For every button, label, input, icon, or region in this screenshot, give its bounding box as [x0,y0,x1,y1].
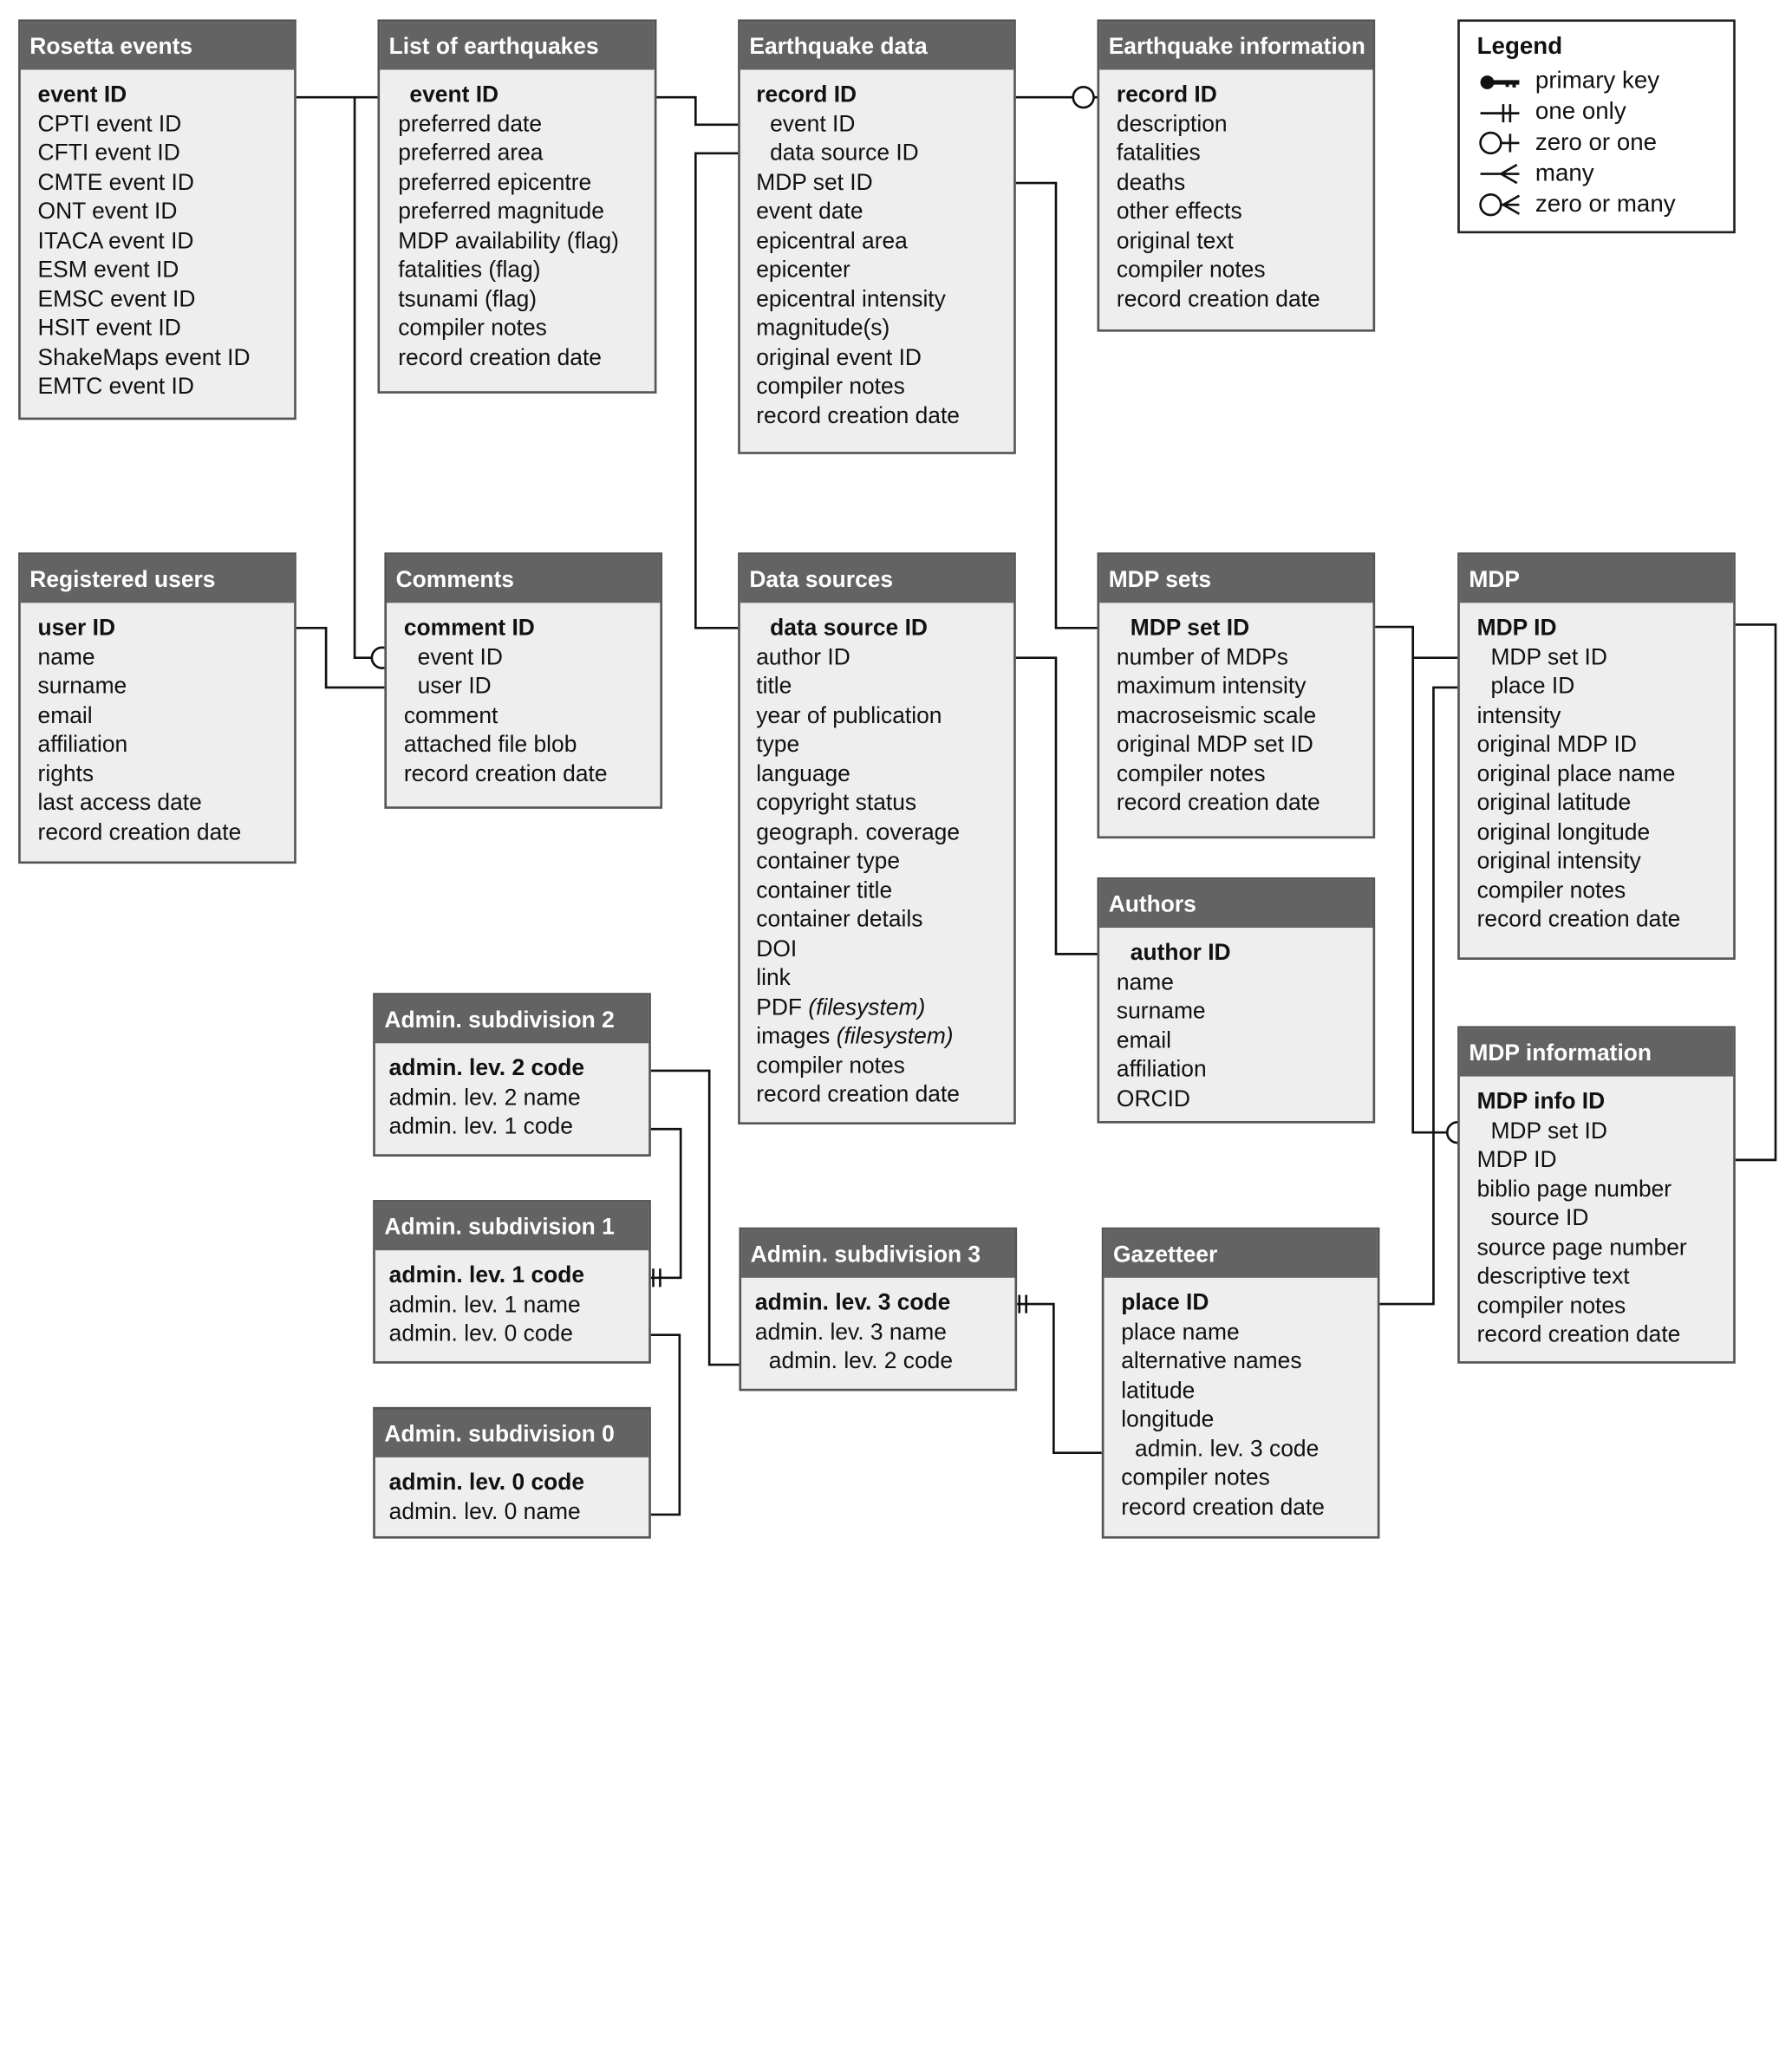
field: preferred date [398,111,543,137]
field: description [1116,111,1228,137]
field: container title [756,877,893,903]
field-pk: event ID [37,81,127,108]
field: ITACA event ID [37,228,194,254]
field: compiler notes [1476,1293,1626,1319]
entity-admin-subdivision-1 [373,1200,651,1364]
field: MDP availability (flag) [398,228,619,254]
field: descriptive text [1476,1263,1630,1289]
entity-title: MDP information [1460,1028,1733,1076]
field: container type [756,848,901,875]
field: affiliation [37,732,128,758]
zero-or-many-icon [1481,194,1520,215]
entity-title: Admin. subdivision 3 [741,1229,1014,1277]
field: preferred magnitude [398,199,604,225]
entity-authors [1097,877,1375,1124]
field: record creation date [37,819,242,845]
field: latitude [1121,1378,1196,1404]
field-pk: place ID [1121,1290,1209,1316]
entity-list-of-earthquakes [377,19,656,393]
field-pdf [756,994,1013,1023]
field: CMTE event ID [37,169,194,195]
field: record creation date [1121,1494,1325,1520]
field-pk: admin. lev. 3 code [754,1290,951,1316]
field: original latitude [1476,790,1632,816]
entity-earthquake-information [1097,19,1375,331]
field-label: PDF [756,994,803,1020]
field: link [756,965,791,991]
field: deaths [1116,169,1186,195]
field: original place name [1476,761,1676,787]
entity-registered-users [18,552,296,864]
field-pk: record ID [756,81,857,108]
field: alternative names [1121,1348,1302,1374]
field-pk: admin. lev. 1 code [388,1262,585,1288]
field-pk: MDP ID [1476,615,1557,641]
field: number of MDPs [1116,644,1288,670]
field: EMSC event ID [37,286,196,312]
field: rights [37,761,94,787]
field-pk: comment ID [403,615,535,641]
field: email [1116,1027,1172,1053]
field-pk: MDP set ID [1130,615,1250,641]
field: record creation date [403,761,608,787]
entity-earthquake-data [738,19,1016,453]
field-note: (filesystem) [836,1023,954,1049]
field: copyright status [756,790,917,816]
field-pk: record ID [1116,81,1217,108]
field: MDP ID [1476,1147,1557,1173]
many-icon [1481,165,1520,183]
entity-admin-subdivision-3 [739,1228,1017,1392]
field: ESM event ID [37,257,179,283]
field: type [756,732,800,758]
zero-or-one-icon [1481,133,1520,153]
field: admin. lev. 3 name [754,1319,947,1345]
field: title [756,674,792,700]
entity-title: Rosetta events [21,22,294,69]
field: maximum intensity [1116,674,1307,700]
field-pk: admin. lev. 2 code [388,1055,585,1081]
legend-label-many: many [1535,160,1594,187]
entity-rosetta-events [18,19,296,420]
field: admin. lev. 3 code [1135,1436,1320,1462]
field: record creation date [398,344,602,370]
entity-data-sources [738,552,1016,1125]
field: MDP set ID [1490,1118,1607,1144]
key-icon [1481,75,1520,89]
field: original longitude [1476,819,1651,845]
legend [1457,19,1736,233]
field: epicenter [756,257,850,283]
field: name [37,644,95,670]
field: source page number [1476,1235,1687,1261]
entity-title: Authors [1099,880,1372,928]
field: compiler notes [1116,257,1266,283]
entity-title: Admin. subdivision 0 [375,1410,648,1457]
field: geograph. coverage [756,819,961,845]
field: EMTC event ID [37,374,194,400]
field: longitude [1121,1406,1215,1432]
field: ShakeMaps event ID [37,344,251,370]
entity-title: Admin. subdivision 1 [375,1203,648,1250]
field: source ID [1490,1205,1589,1231]
field: attached file blob [403,732,577,758]
field: ORCID [1116,1085,1190,1111]
field: place name [1121,1319,1240,1345]
field: magnitude(s) [756,316,890,342]
field: CFTI event ID [37,140,180,166]
field: ONT event ID [37,199,178,225]
field: user ID [417,674,492,700]
field: compiler notes [1116,761,1266,787]
legend-label-primary-key: primary key [1535,67,1660,95]
entity-comments [384,552,662,809]
field-note: (filesystem) [808,994,926,1020]
entity-mdp-information [1457,1027,1736,1364]
entity-mdp [1457,552,1736,960]
field: surname [37,674,127,700]
entity-title: MDP [1460,555,1733,603]
field: name [1116,969,1174,995]
entity-gazetteer [1102,1228,1380,1539]
field: comment [403,702,499,728]
field: DOI [756,935,798,962]
field: epicentral intensity [756,286,946,312]
field-pk: user ID [37,615,116,641]
field: data source ID [770,140,919,166]
field: admin. lev. 2 name [388,1085,581,1111]
field: email [37,702,93,728]
field: macroseismic scale [1116,702,1317,728]
entity-admin-subdivision-2 [373,993,651,1157]
field: admin. lev. 1 name [388,1292,581,1318]
field: record creation date [1476,1322,1681,1348]
entity-title: Earthquake information [1099,22,1372,69]
field: intensity [1476,702,1561,728]
entity-admin-subdivision-0 [373,1407,651,1539]
field: compiler notes [398,316,547,342]
field: container details [756,907,923,933]
field-pk: author ID [1130,940,1231,966]
field: admin. lev. 0 code [388,1320,573,1346]
field: tsunami (flag) [398,286,538,312]
field-label: images [756,1023,831,1049]
field: original MDP ID [1476,732,1637,758]
field: compiler notes [756,1053,905,1079]
field: record creation date [756,1082,960,1108]
field: CPTI event ID [37,111,182,137]
entity-title: Admin. subdivision 2 [375,995,648,1043]
entity-title: Data sources [740,555,1013,603]
entity-title: Earthquake data [740,22,1013,69]
field: preferred epicentre [398,169,592,195]
field: record creation date [1116,286,1320,312]
field: original event ID [756,344,922,370]
field: record creation date [1476,907,1681,933]
field: epicentral area [756,228,908,254]
field: last access date [37,790,202,816]
field: compiler notes [1121,1465,1270,1491]
field: language [756,761,850,787]
field: affiliation [1116,1057,1207,1083]
field: record creation date [756,403,960,429]
field-pk: data source ID [770,615,928,641]
field: admin. lev. 0 name [388,1499,581,1525]
entity-title: MDP sets [1099,555,1372,603]
legend-label-zero-or-many: zero or many [1535,191,1676,218]
field: event date [756,199,863,225]
field: admin. lev. 1 code [388,1114,573,1140]
field: preferred area [398,140,544,166]
field: compiler notes [756,374,905,400]
entity-title: Registered users [21,555,294,603]
field: other effects [1116,199,1242,225]
field: place ID [1490,674,1575,700]
field: surname [1116,998,1206,1024]
field-pk: MDP info ID [1476,1089,1606,1115]
field: MDP set ID [756,169,873,195]
field: fatalities [1116,140,1201,166]
field-images [756,1023,1013,1053]
entity-title: Gazetteer [1104,1229,1377,1277]
legend-label-one-only: one only [1535,98,1626,125]
field: compiler notes [1476,877,1626,903]
field: HSIT event ID [37,316,181,342]
entity-title: Comments [387,555,660,603]
field: original intensity [1476,848,1641,875]
legend-label-zero-or-one: zero or one [1535,129,1658,156]
field: fatalities (flag) [398,257,541,283]
field: MDP set ID [1490,644,1607,670]
field-pk: admin. lev. 0 code [388,1470,585,1496]
field: event ID [770,111,856,137]
field: original text [1116,228,1234,254]
field: author ID [756,644,850,670]
field-pk: event ID [409,81,499,108]
entity-mdp-sets [1097,552,1375,838]
field: record creation date [1116,790,1320,816]
field: original MDP set ID [1116,732,1313,758]
field: year of publication [756,702,942,728]
field: event ID [417,644,503,670]
one-only-icon [1481,104,1520,122]
legend-title: Legend [1476,33,1563,60]
entity-title: List of earthquakes [380,22,655,69]
field: admin. lev. 2 code [768,1348,954,1374]
field: biblio page number [1476,1177,1672,1203]
